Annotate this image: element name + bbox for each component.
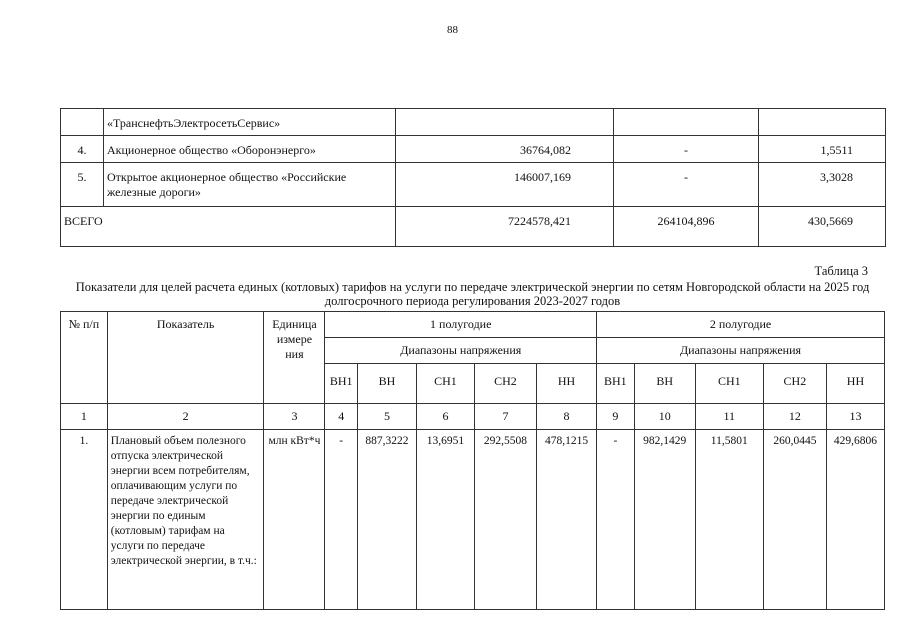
unit: млн кВт*ч: [264, 430, 325, 610]
column-number: 12: [763, 404, 826, 430]
value-h2-vn1: -: [597, 430, 635, 610]
total-value-2: 264104,896: [614, 207, 759, 247]
column-number: 8: [537, 404, 597, 430]
column-number: 9: [597, 404, 635, 430]
column-number: 10: [634, 404, 695, 430]
total-label: ВСЕГО: [61, 207, 396, 247]
row-number: [61, 109, 104, 136]
table-row: [61, 430, 885, 610]
row-number: 5.: [61, 163, 104, 207]
column-number: 3: [264, 404, 325, 430]
total-value-3: 430,5669: [759, 207, 886, 247]
value-3: [759, 109, 886, 136]
level-h1: ВН: [358, 364, 417, 404]
indicators-table: [60, 311, 885, 610]
organization-name: Открытое акционерное общество «Российские железные дороги»: [104, 163, 396, 207]
column-number: 2: [107, 404, 264, 430]
level-h2: НН: [826, 364, 884, 404]
table-label: Таблица 3: [814, 264, 868, 278]
column-number: 13: [826, 404, 884, 430]
header-half-1: 1 полугодие: [325, 312, 597, 338]
value-3: 1,5511: [759, 136, 886, 163]
value-h2-vn: 982,1429: [634, 430, 695, 610]
level-h1: ВН1: [325, 364, 358, 404]
level-h2: ВН1: [597, 364, 635, 404]
column-number: 4: [325, 404, 358, 430]
value-h1-nn: 478,1215: [537, 430, 597, 610]
value-1: 36764,082: [396, 136, 614, 163]
page-number: 88: [447, 24, 458, 36]
top-continuation-table: [60, 108, 886, 247]
header-ranges-2: Диапазоны напряжения: [597, 338, 885, 364]
level-h1: НН: [537, 364, 597, 404]
column-number: 6: [416, 404, 474, 430]
header-half-2: 2 полугодие: [597, 312, 885, 338]
header-unit: Единица измере ния: [264, 312, 325, 404]
value-3: 3,3028: [759, 163, 886, 207]
organization-name: «ТранснефтьЭлектросетьСервис»: [104, 109, 396, 136]
value-h2-nn: 429,6806: [826, 430, 884, 610]
column-number: 11: [695, 404, 763, 430]
column-number: 1: [61, 404, 108, 430]
row-number: 4.: [61, 136, 104, 163]
table-row: [61, 163, 886, 207]
column-number: 7: [474, 404, 536, 430]
column-number-row: [61, 404, 885, 430]
level-h1: СН2: [474, 364, 536, 404]
value-1: [396, 109, 614, 136]
header-indicator: Показатель: [107, 312, 264, 404]
value-h1-sn2: 292,5508: [474, 430, 536, 610]
value-2: -: [614, 136, 759, 163]
level-h1: СН1: [416, 364, 474, 404]
total-value-1: 7224578,421: [396, 207, 614, 247]
value-h1-sn1: 13,6951: [416, 430, 474, 610]
value-2: -: [614, 163, 759, 207]
row-number: 1.: [61, 430, 108, 610]
total-row: [61, 207, 886, 247]
indicator-name: Плановый объем полезного отпуска электрической энергии всем потребителям, оплачивающим услуги по передаче электрической энергии по единым (котловым) тарифам на услуги по передаче электрической энергии, в т.ч.:: [107, 430, 264, 610]
header-row: [61, 312, 885, 338]
value-h2-sn2: 260,0445: [763, 430, 826, 610]
table-row: [61, 136, 886, 163]
value-2: [614, 109, 759, 136]
value-h1-vn1: -: [325, 430, 358, 610]
table-title: Показатели для целей расчета единых (котловых) тарифов на услуги по передаче электрической энергии по сетям Новгородской области на 2025 год долгосрочного периода регулирования 2023-2027 годов: [75, 280, 870, 308]
table-row: [61, 109, 886, 136]
value-1: 146007,169: [396, 163, 614, 207]
column-number: 5: [358, 404, 417, 430]
organization-name: Акционерное общество «Оборонэнерго»: [104, 136, 396, 163]
value-h1-vn: 887,3222: [358, 430, 417, 610]
header-ranges-1: Диапазоны напряжения: [325, 338, 597, 364]
value-h2-sn1: 11,5801: [695, 430, 763, 610]
level-h2: СН2: [763, 364, 826, 404]
level-h2: ВН: [634, 364, 695, 404]
level-h2: СН1: [695, 364, 763, 404]
header-num: № п/п: [61, 312, 108, 404]
